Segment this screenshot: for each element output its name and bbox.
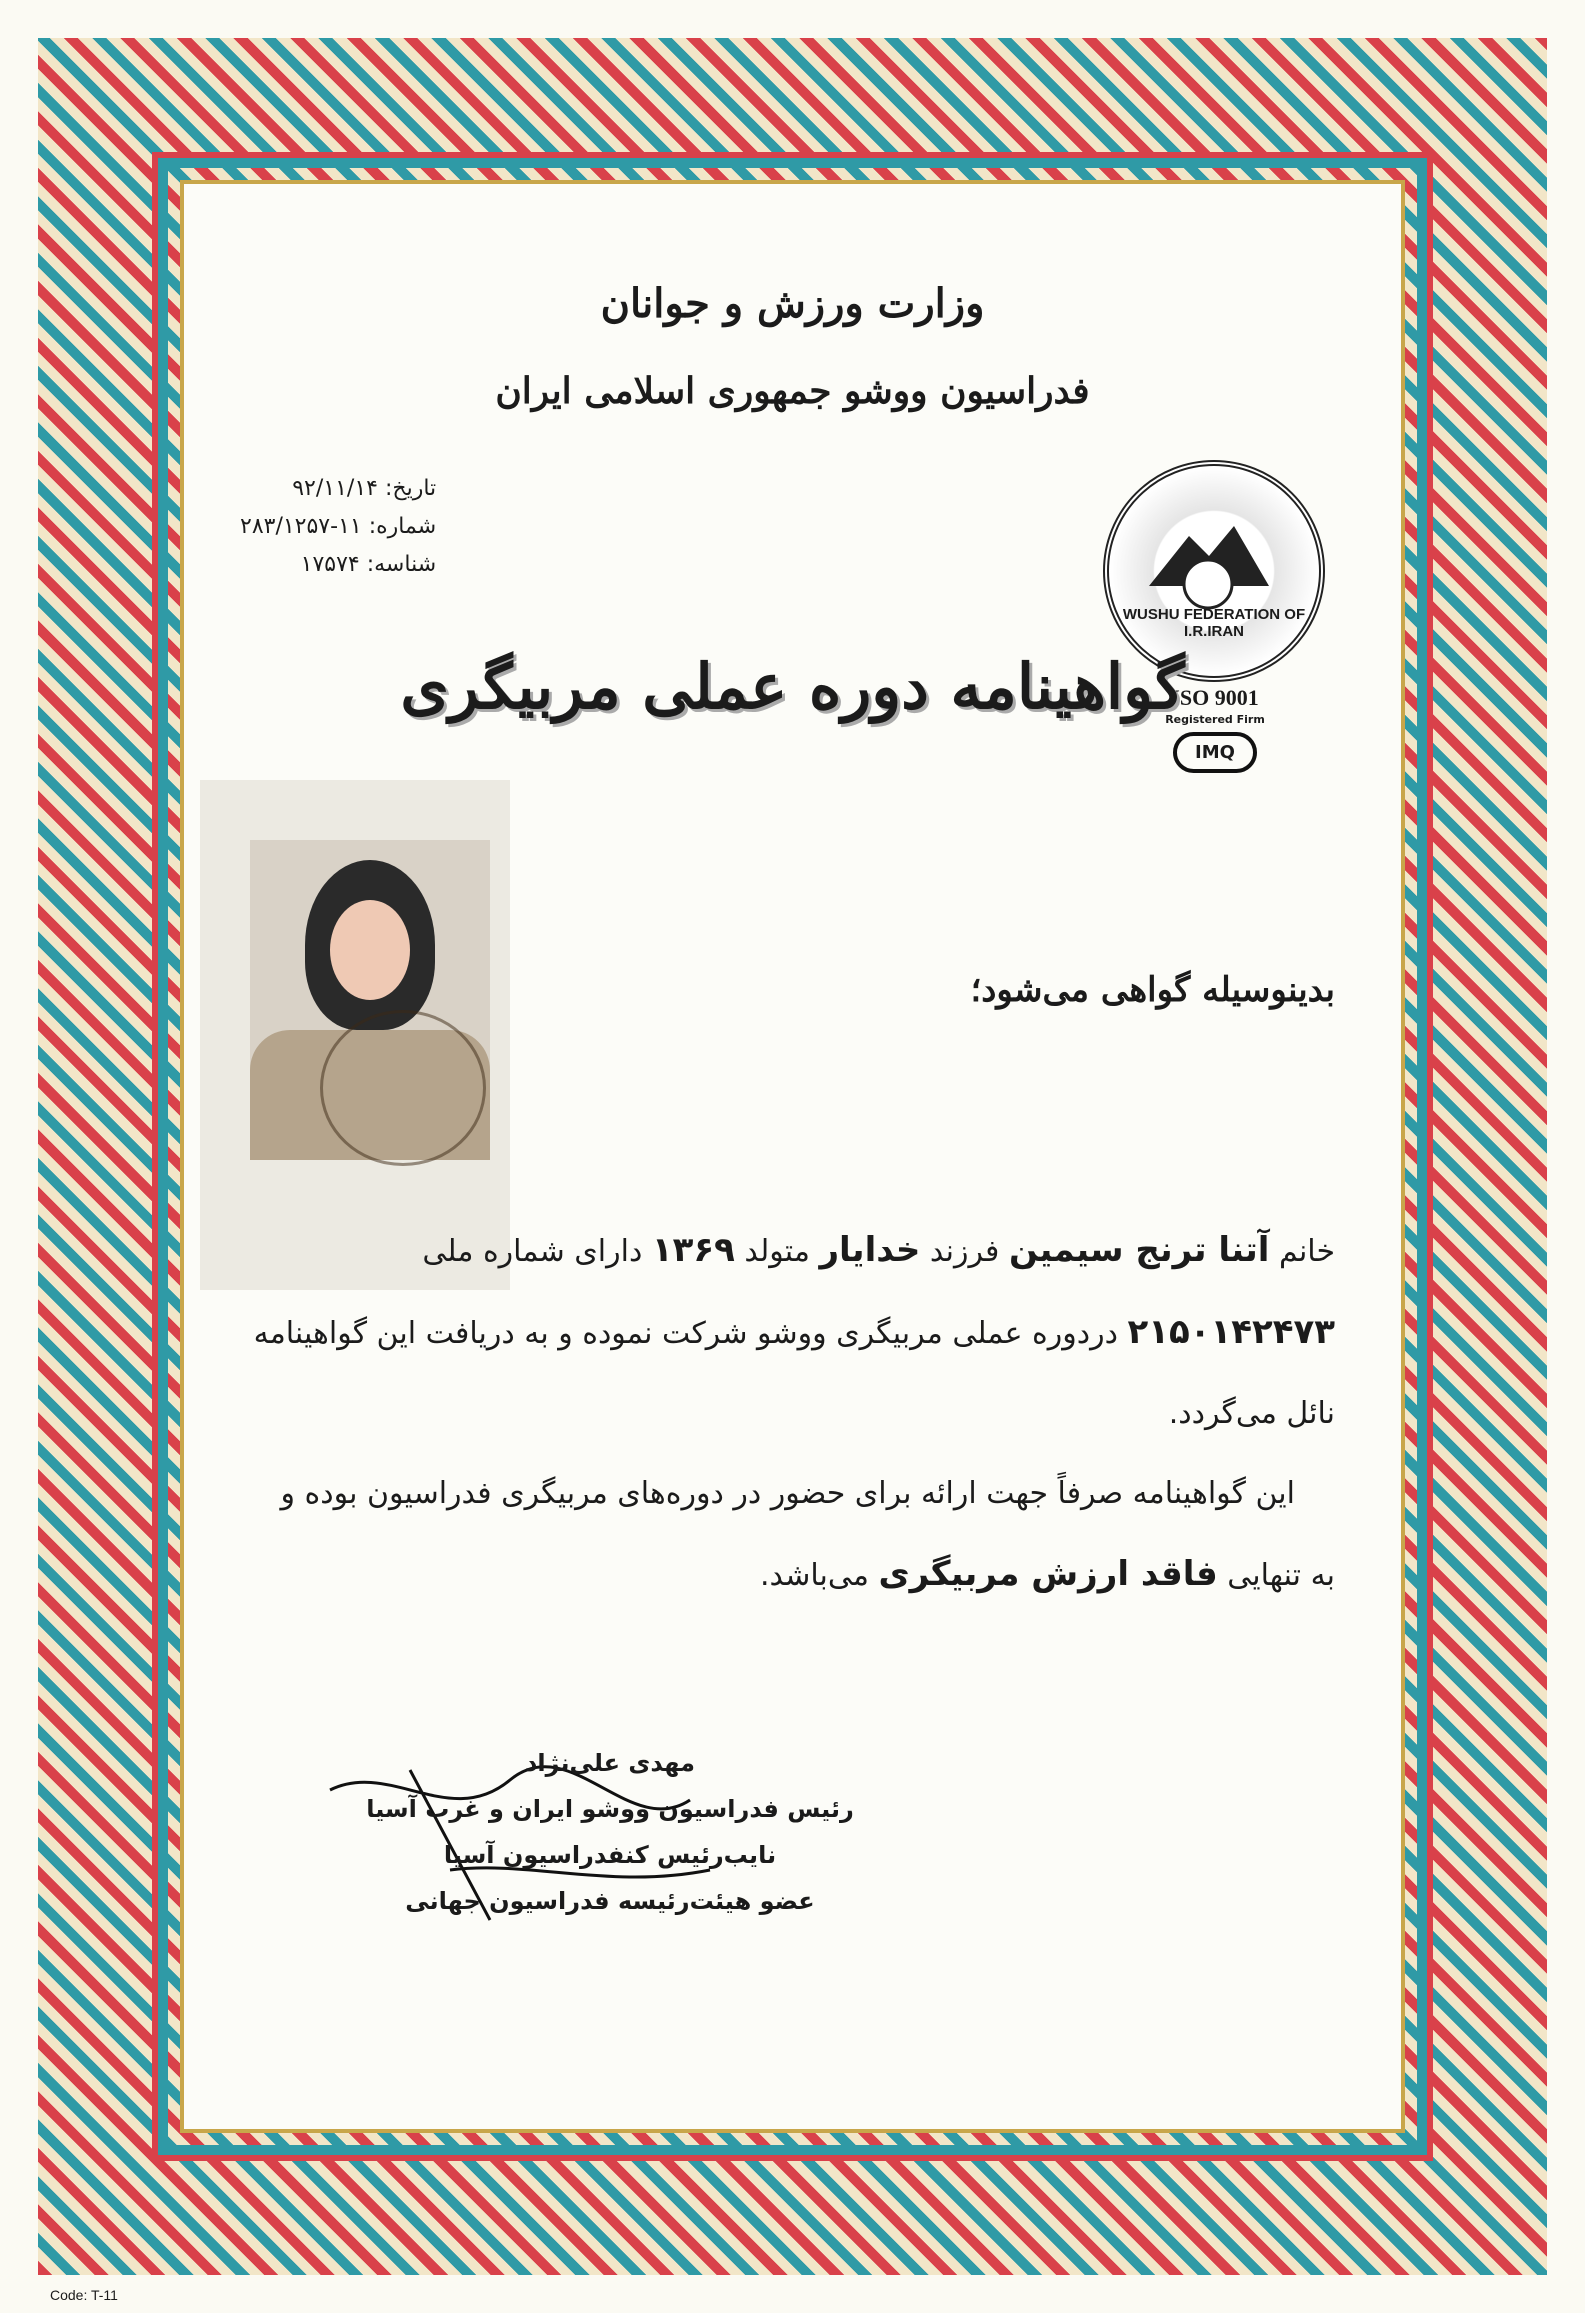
photo-stamp-icon <box>320 1010 486 1166</box>
iso-subtitle: Registered Firm <box>1165 713 1265 726</box>
document-meta <box>240 470 436 584</box>
federation-logo <box>1103 460 1325 682</box>
logo-text: WUSHU FEDERATION OF I.R.IRAN <box>1122 606 1306 640</box>
signatory-block <box>330 1740 890 1924</box>
certificate-body <box>250 1210 1335 1616</box>
body-text-1: خانم <box>1269 1234 1335 1269</box>
birth-year: ۱۳۶۹ <box>651 1230 735 1270</box>
imq-badge: IMQ <box>1173 732 1257 773</box>
number-line: شماره: ۱۱-۲۸۳/۱۲۵۷ <box>240 514 437 539</box>
face-shape <box>330 900 410 1000</box>
ministry-title: وزارت ورزش و جوانان <box>600 280 985 327</box>
body-text-2: فرزند <box>920 1234 1009 1269</box>
disclaimer-bold: فاقد ارزش مربیگری <box>878 1554 1218 1594</box>
body-text-3: متولد <box>734 1234 820 1269</box>
disclaimer-text-2: می‌باشد. <box>759 1558 879 1593</box>
id-line: شناسه: ۱۷۵۷۴ <box>300 552 437 577</box>
signatory-name: مهدی علی‌نژاد <box>525 1749 695 1777</box>
signatory-role-1: رئیس فدراسیون ووشو ایران و غرب آسیا <box>366 1795 854 1823</box>
certificate-paper <box>180 180 1405 2133</box>
body-text-5: دردوره عملی مربیگری ووشو شرکت نموده و به دریافت این گواهینامه نائل می‌گردد. <box>253 1316 1335 1431</box>
father-name: خدایار <box>819 1230 921 1270</box>
signatory-role-2: نایب‌رئیس کنفدراسیون آسیا <box>443 1841 777 1869</box>
certification-lead: بدینوسیله گواهی می‌شود؛ <box>970 970 1335 1010</box>
federation-title: فدراسیون ووشو جمهوری اسلامی ایران <box>495 370 1090 412</box>
date-line: تاریخ: ۹۲/۱۱/۱۴ <box>292 476 437 501</box>
signatory-role-3: عضو هیئت‌رئیسه فدراسیون جهانی <box>405 1887 815 1915</box>
print-code: Code: T-11 <box>50 2287 118 2303</box>
holder-photo <box>250 840 490 1160</box>
body-text-4: دارای شماره ملی <box>422 1234 652 1269</box>
national-id: ۲۱۵۰۱۴۲۴۷۳ <box>1127 1312 1335 1352</box>
disclaimer-text-1: این گواهینامه صرفاً جهت ارائه برای حضور در دوره‌های مربیگری فدراسیون بوده و به تنهایی <box>280 1476 1335 1593</box>
iso-title: ISO 9001 <box>1171 685 1259 710</box>
certificate-title: گواهینامه دوره عملی مربیگری <box>400 650 1185 723</box>
holder-name: آتنا ترنج سیمین <box>1008 1230 1270 1270</box>
